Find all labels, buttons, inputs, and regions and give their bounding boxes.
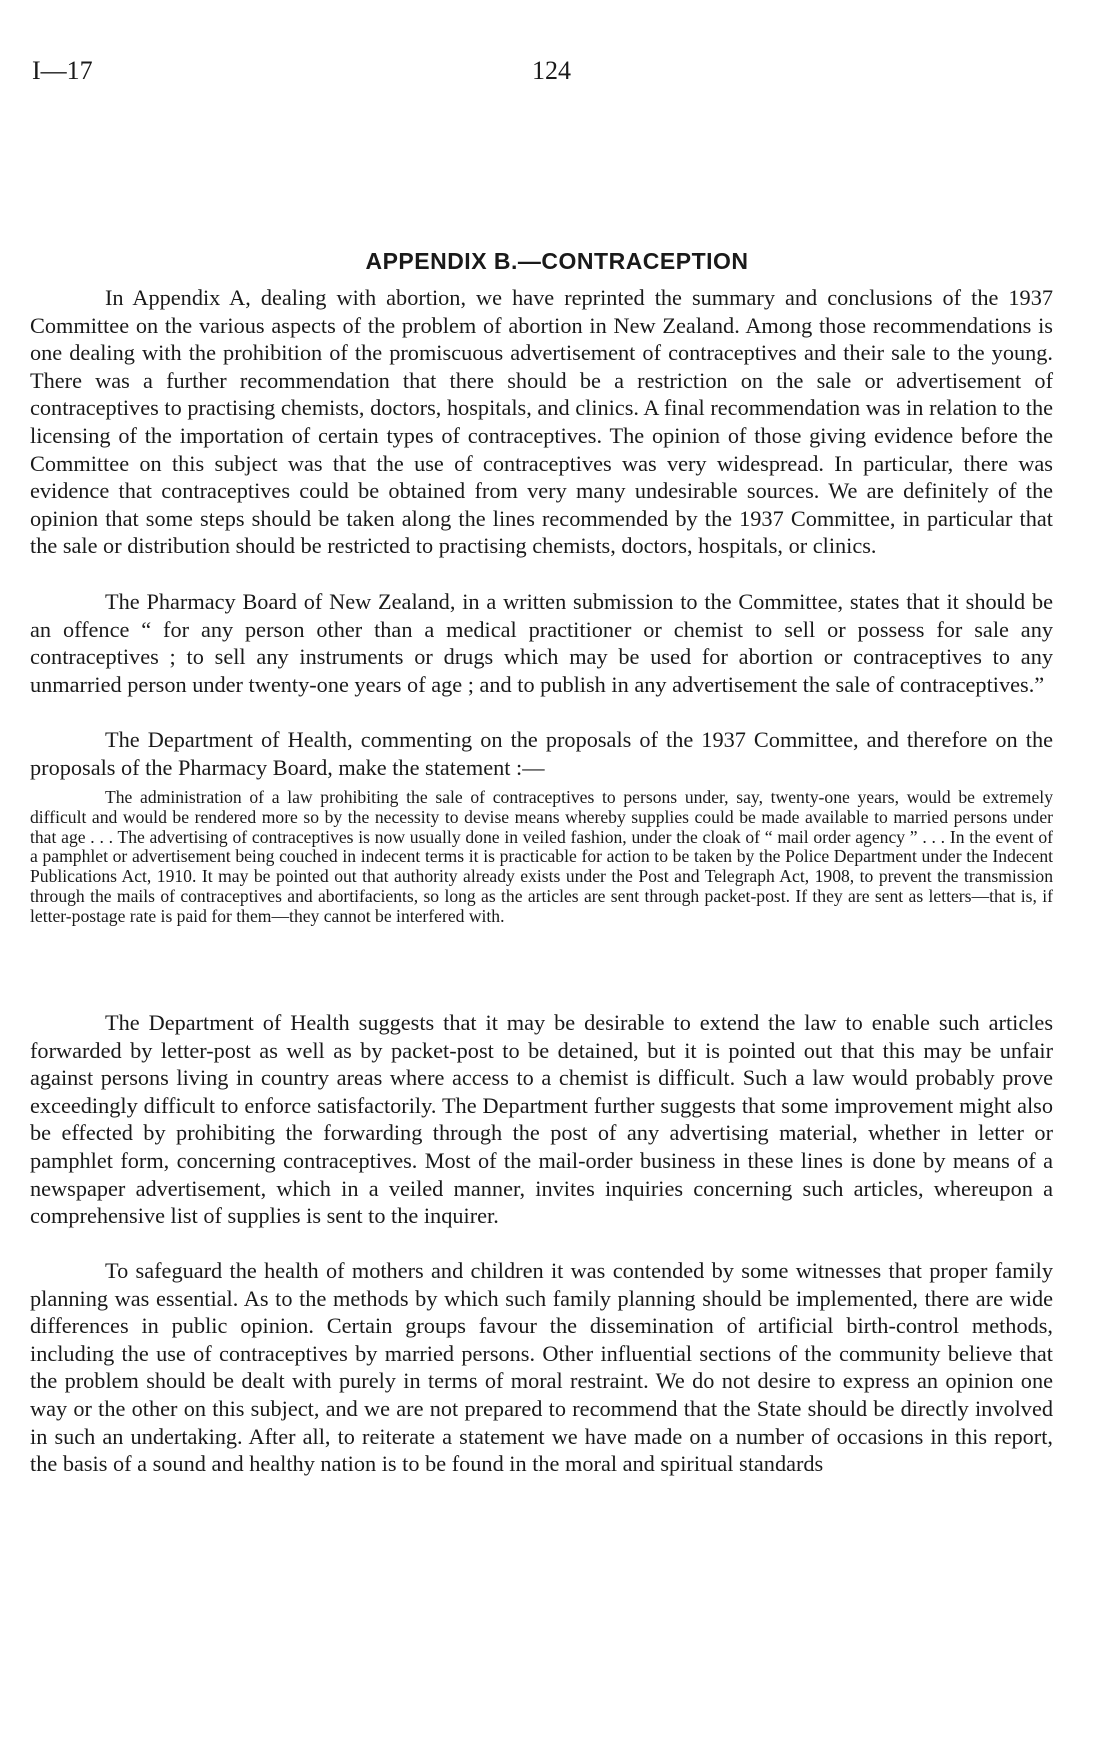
paragraph-department-statement: The Department of Health, commenting on the proposals of the 1937 Committee, and therefore on the proposals of the Pharmacy Board, make the statement :— bbox=[30, 727, 1053, 780]
paragraph-family-planning: To safeguard the health of mothers and children it was contended by some witnesses that proper family planning was essential. As to the methods by which such family planning should be implemented, there are wide differences in public opinion. Certain groups favour the dissemination of artificial birth-control methods, including the use of contraceptives by married persons. Other influential sections of the community believe that the problem should be dealt with purely in terms of moral restraint. We do not desire to express an opinion one way or the other on this subject, and we are not prepared to recommend that the State should be directly involved in such an undertaking. After all, to reiterate a statement we have made on a number of occasions in this report, the basis of a sound and healthy nation is to be found in the moral and spiritual standards bbox=[30, 1258, 1053, 1477]
page-number: 124 bbox=[532, 56, 571, 85]
paragraph-intro: In Appendix A, dealing with abortion, we have reprinted the summary and conclusions of the 1937 Committee on the various aspects of the problem of abortion in New Zealand. Among those recommendations is one dealing with the prohibition of the promiscuous advertisement of contraceptives and their sale to the young. There was a further recommendation that there should be a restriction on the sale or advertisement of contraceptives to practising chemists, doctors, hospitals, and clinics. A final recommendation was in relation to the licensing of the importation of certain types of contraceptives. The opinion of those giving evidence before the Committee on this subject was that the use of contraceptives was very widespread. In particular, there was evidence that contraceptives could be obtained from very many undesirable sources. We are definitely of the opinion that some steps should be taken along the lines recommended by the 1937 Committee, in particular that the sale or distribution should be restricted to practising chemists, doctors, hospitals, or clinics. bbox=[30, 285, 1053, 559]
document-reference: I—17 bbox=[32, 56, 93, 85]
quoted-statement: The administration of a law prohibiting the sale of contraceptives to persons under, say, twenty-one years, would be extremely difficult and would be rendered more so by the necessity to devise means whereby supplies could be made available to married persons under that age . . . The advertising of contraceptives is now usually done in veiled fashion, under the cloak of “ mail order agency ” . . . In the event of a pamphlet or advertisement being couched in indecent terms it is practicable for action to be taken by the Police Department under the Indecent Publications Act, 1910. It may be pointed out that authority already exists under the Post and Telegraph Act, 1908, to prevent the transmission through the mails of contraceptives and abortifacients, so long as the articles are sent through packet-post. If they are sent as letters—that is, if letter-postage rate is paid for them—they cannot be interfered with. bbox=[30, 787, 1053, 926]
appendix-title: APPENDIX B.—CONTRACEPTION bbox=[365, 248, 749, 274]
paragraph-pharmacy-board: The Pharmacy Board of New Zealand, in a written submission to the Committee, states that it should be an offence “ for any person other than a medical practitioner or chemist to sell or possess for sale any contraceptives ; to sell any instruments or drugs which may be used for abortion or contraceptives to any unmarried person under twenty-one years of age ; and to publish in any advertisement the sale of contraceptives.” bbox=[30, 589, 1053, 697]
paragraph-department-suggestion: The Department of Health suggests that it may be desirable to extend the law to enable such articles forwarded by letter-post as well as by packet-post to be detained, but it is pointed out that this may be unfair against persons living in country areas where access to a chemist is difficult. Such a law would probably prove exceedingly difficult to enforce satisfactorily. The Department further suggests that some improvement might also be effected by prohibiting the forwarding through the post of any advertising material, whether in letter or pamphlet form, concerning contraceptives. Most of the mail-order business in these lines is done by means of a newspaper advertisement, which in a veiled manner, invites inquiries concerning such articles, whereupon a comprehensive list of supplies is sent to the inquirer. bbox=[30, 1010, 1053, 1229]
